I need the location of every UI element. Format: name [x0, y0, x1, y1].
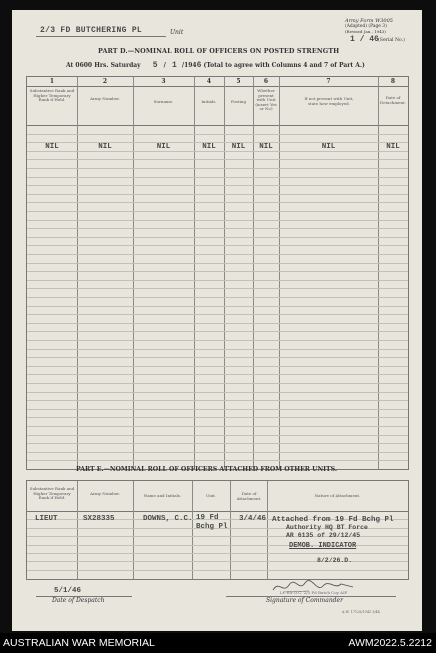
part-e-title: PART E.—NOMINAL ROLL OF OFFICERS ATTACHED FROM OTHER UNITS. — [76, 466, 338, 473]
despatch-date-value: 5/1/46 — [54, 587, 82, 595]
nil-entry: NIL — [98, 143, 112, 151]
attachment-nature-line: AR 6135 of 29/12/45 — [286, 532, 361, 539]
attachment-nature-line: Authority HQ BT Force — [286, 524, 368, 531]
ruled-line — [27, 460, 408, 461]
document-page — [12, 10, 422, 631]
ruled-line — [27, 366, 408, 367]
col-number-6: 6 — [263, 78, 269, 85]
col-header-posting: Posting — [230, 99, 246, 104]
attached-date: 3/4/46 — [239, 515, 267, 523]
ruled-line — [27, 349, 408, 350]
ruled-line — [27, 374, 408, 375]
e-col-header-name: Name and Initials. — [143, 493, 182, 498]
date-line — [66, 61, 365, 70]
ruled-line — [27, 211, 408, 212]
ruled-line — [27, 297, 408, 298]
part-d-ruled-rows — [27, 125, 408, 469]
nil-entry: NIL — [202, 143, 216, 151]
e-col-header-unit: Unit. — [205, 493, 217, 498]
date-year-prefix: /194 — [181, 62, 197, 69]
ruled-line — [27, 280, 408, 281]
archive-caption-left: AUSTRALIAN WAR MEMORIAL — [3, 637, 155, 649]
ruled-line — [27, 452, 408, 453]
ruled-line — [27, 570, 408, 571]
e-col-header-rank: Substantive Rank and Higher Temporary Rank if Held. — [29, 486, 75, 501]
nil-entry: NIL — [321, 143, 336, 151]
col-header-army-number: Army Number. — [90, 96, 120, 101]
col-header-initials: Initials. — [201, 99, 217, 104]
ruled-line — [27, 400, 408, 401]
ruled-line — [27, 159, 408, 160]
ruled-line — [27, 306, 408, 307]
ruled-line — [27, 357, 408, 358]
ruled-line — [27, 194, 408, 195]
form-revised: (Revised Jan., 1943) — [345, 29, 386, 34]
form-number: Army Form W3005 — [345, 18, 393, 24]
col-header-employed: If not present with Unit, state how employed. — [304, 96, 354, 106]
nil-entry: NIL — [231, 143, 246, 151]
archive-caption-bar — [0, 633, 436, 653]
date-year-digit: 6 — [196, 61, 202, 70]
unit-label: Unit — [170, 29, 184, 36]
ruled-line — [27, 392, 408, 393]
attachment-nature-line: Attached from 19 Fd Bchg Pl — [272, 516, 394, 524]
col-number-4: 4 — [206, 78, 212, 85]
date-month: 1 — [171, 61, 177, 70]
nil-entry: NIL — [45, 143, 59, 151]
attached-rank: LIEUT — [35, 515, 58, 523]
unit-underline — [36, 36, 166, 37]
nil-entry: NIL — [156, 143, 171, 151]
col-header-surname: Surname. — [153, 99, 174, 104]
ruled-line — [27, 228, 408, 229]
ruled-line — [27, 323, 408, 324]
col-number-8: 8 — [390, 78, 396, 85]
ruled-line — [27, 263, 408, 264]
col-number-5: 5 — [236, 78, 241, 85]
attachment-nature-line: DEMOB. INDICATOR — [289, 542, 357, 550]
ruled-line — [27, 288, 408, 289]
despatch-date-label: Date of Despatch — [52, 597, 105, 604]
date-separator: / — [163, 62, 166, 69]
attachment-nature-line: 8/2/26.D. — [317, 557, 353, 564]
archive-caption-right: AWM2022.5.2212 — [348, 637, 432, 649]
unit-value: 2/3 FD BUTCHERING PL — [40, 26, 143, 35]
ruled-line — [27, 409, 408, 410]
part-d-table — [26, 76, 409, 470]
part-e-table — [26, 480, 409, 580]
signature-stamp: Lt. for O.C. 2/3 Fd Butch Coy AIF — [280, 590, 348, 595]
e-col-header-nature: Nature of Attachment. — [314, 493, 361, 498]
serial-number-label: (Serial No.) — [378, 38, 405, 43]
printer-imprint: A.W. 17128/1943 3/44 — [342, 610, 380, 614]
serial-number-value: 1 / 46 — [350, 35, 379, 44]
col-header-detachment: Date of Detachment. — [380, 95, 406, 105]
ruled-line — [27, 202, 408, 203]
date-day: 5 — [152, 61, 158, 70]
date-suffix: (Total to agree with Columns 4 and 7 of Part A.) — [203, 62, 365, 69]
ruled-line — [27, 443, 408, 444]
attached-army-number: SX28335 — [83, 515, 115, 523]
e-col-header-date: Date of Attachment. — [236, 491, 262, 501]
ruled-line — [27, 271, 408, 272]
col-header-present: Whether present with Unit (insert Yes or No) — [255, 88, 277, 112]
ruled-line — [27, 237, 408, 238]
ruled-line — [27, 435, 408, 436]
form-adapted: (Adapted) (Page 3) — [345, 24, 387, 29]
ruled-line — [27, 220, 408, 221]
ruled-line — [27, 314, 408, 315]
ruled-line — [27, 177, 408, 178]
col-header-rank: Substantive Rank and Higher Temporary Rank if Held. — [29, 88, 75, 103]
col-number-2: 2 — [102, 78, 108, 85]
ruled-line — [27, 185, 408, 186]
ruled-line — [27, 134, 408, 135]
ruled-line — [27, 426, 408, 427]
ruled-line — [27, 245, 408, 246]
ruled-line — [27, 383, 408, 384]
signature-label: Signature of Commander — [266, 597, 343, 604]
ruled-line — [27, 331, 408, 332]
date-prefix: At 0600 Hrs. Saturday — [66, 62, 141, 69]
ruled-line — [27, 553, 408, 554]
col-number-1: 1 — [49, 78, 55, 85]
attached-name: DOWNS, C.C. — [143, 515, 193, 523]
col-number-3: 3 — [161, 78, 166, 85]
e-col-header-army-number: Army Number. — [90, 491, 120, 496]
ruled-line — [27, 340, 408, 341]
ruled-line — [27, 417, 408, 418]
ruled-line — [27, 168, 408, 169]
part-d-title: PART D.—NOMINAL ROLL OF OFFICERS ON POSTED STRENGTH — [98, 47, 340, 55]
nil-entry: NIL — [386, 143, 400, 151]
attached-unit-line-2: Bchg Pl — [196, 523, 228, 531]
col-number-7: 7 — [326, 78, 331, 85]
nil-entry: NIL — [259, 143, 273, 151]
attached-unit-line-1: 19 Fd — [196, 514, 219, 522]
ruled-line — [27, 254, 408, 255]
